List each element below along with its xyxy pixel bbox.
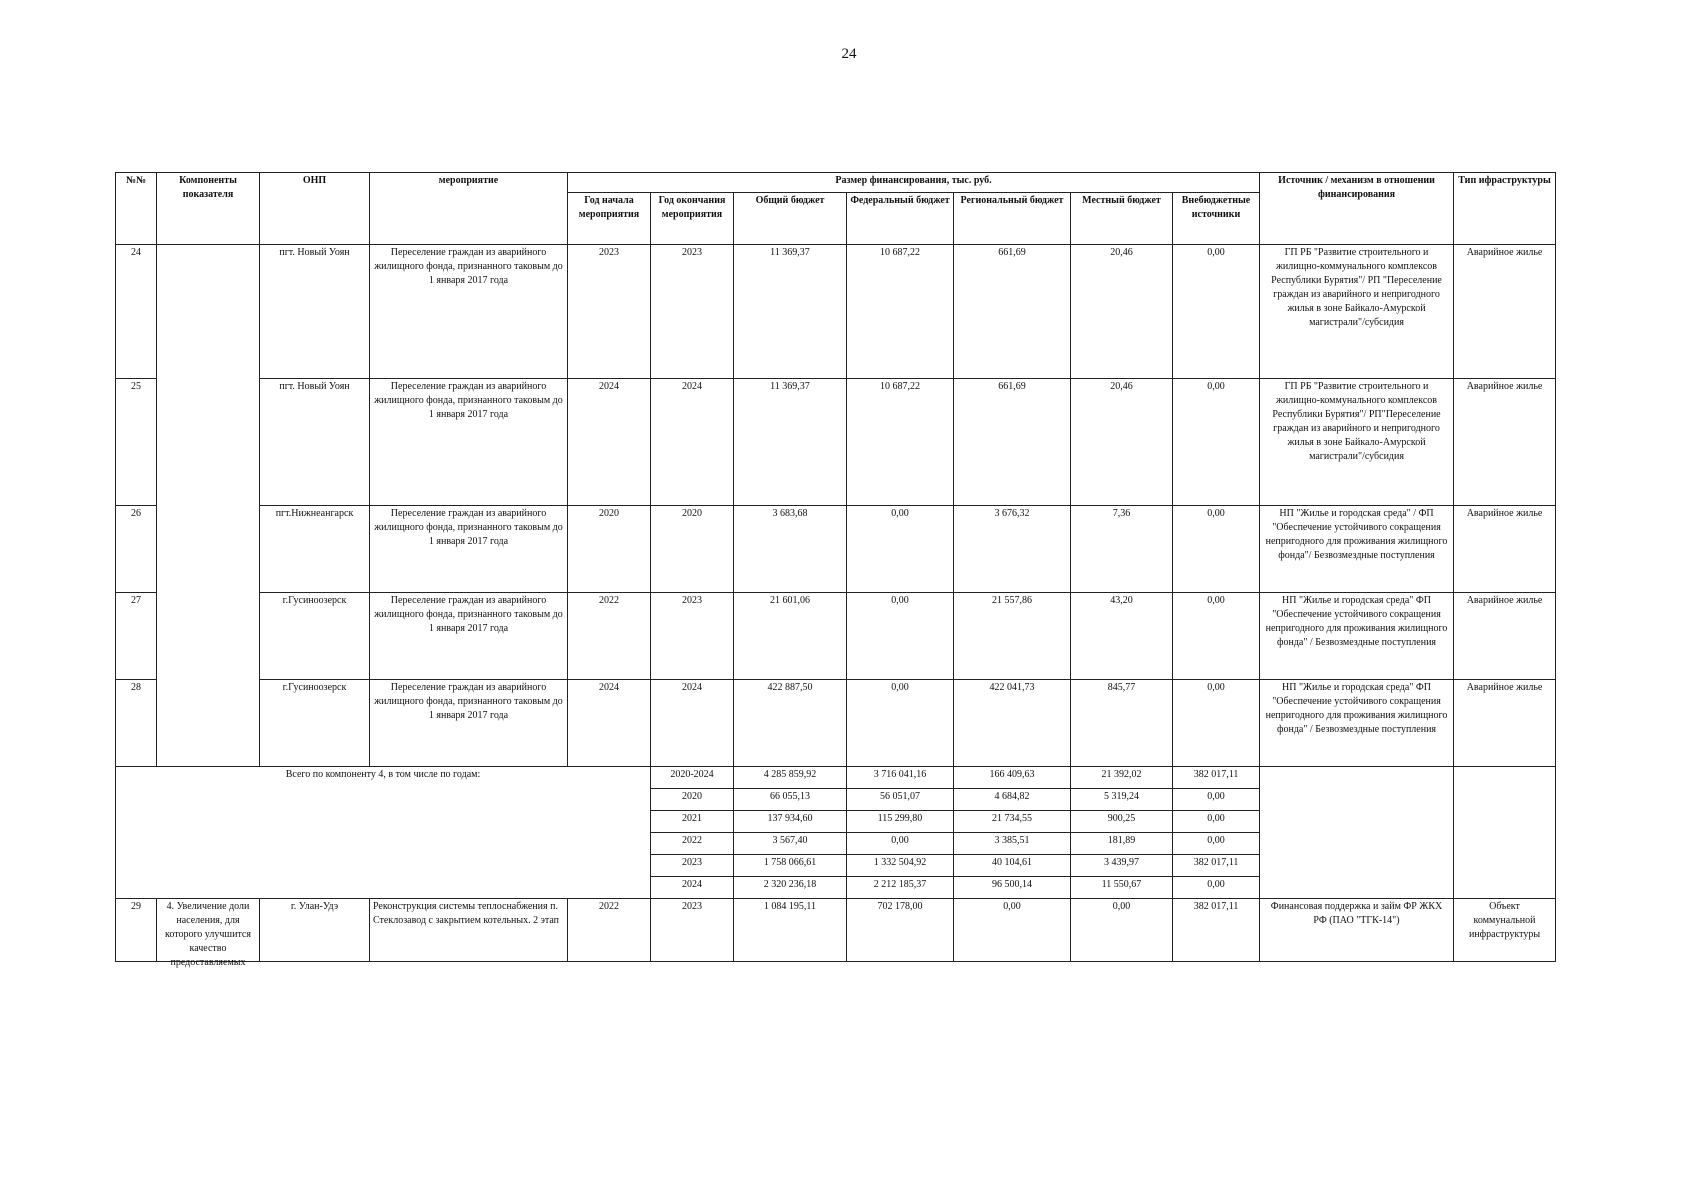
summary-source-empty <box>1260 767 1454 899</box>
start-year-cell: 2022 <box>568 593 651 680</box>
header-local: Местный бюджет <box>1071 193 1173 245</box>
summary-total: 4 285 859,92 <box>734 767 847 789</box>
summary-label: Всего по компоненту 4, в том числе по годам: <box>116 767 651 899</box>
summary-period: 2020-2024 <box>651 767 734 789</box>
infra-type-cell: Аварийное жилье <box>1454 506 1556 593</box>
summary-total: 137 934,60 <box>734 811 847 833</box>
summary-regional: 3 385,51 <box>954 833 1071 855</box>
federal-cell: 10 687,22 <box>847 245 954 379</box>
regional-cell: 422 041,73 <box>954 680 1071 767</box>
source-cell: ГП РБ "Развитие строительного и жилищно-коммунального комплексов Республики Бурятия"/ РП "Переселение граждан из аварийного и непригодного жилья в зоне Байкало-Амурской магистрали"/субсидия <box>1260 245 1454 379</box>
extra-cell: 0,00 <box>1173 593 1260 680</box>
summary-local: 3 439,97 <box>1071 855 1173 877</box>
header-infra-type: Тип ифраструктуры <box>1454 173 1556 245</box>
onp-cell: пгт. Новый Уоян <box>260 245 370 379</box>
header-regional: Региональный бюджет <box>954 193 1071 245</box>
header-total: Общий бюджет <box>734 193 847 245</box>
federal-cell: 702 178,00 <box>847 899 954 962</box>
total-cell: 422 887,50 <box>734 680 847 767</box>
end-year-cell: 2024 <box>651 379 734 506</box>
summary-regional: 40 104,61 <box>954 855 1071 877</box>
summary-regional: 166 409,63 <box>954 767 1071 789</box>
local-cell: 845,77 <box>1071 680 1173 767</box>
header-onp: ОНП <box>260 173 370 245</box>
summary-regional: 4 684,82 <box>954 789 1071 811</box>
extra-cell: 0,00 <box>1173 379 1260 506</box>
summary-federal: 56 051,07 <box>847 789 954 811</box>
header-source: Источник / механизм в отношении финансирования <box>1260 173 1454 245</box>
summary-extra: 0,00 <box>1173 811 1260 833</box>
component-cell-empty <box>157 245 260 767</box>
federal-cell: 0,00 <box>847 593 954 680</box>
summary-period: 2020 <box>651 789 734 811</box>
summary-type-empty <box>1454 767 1556 899</box>
summary-total: 2 320 236,18 <box>734 877 847 899</box>
infra-type-cell: Объект коммунальной инфраструктуры <box>1454 899 1556 962</box>
local-cell: 7,36 <box>1071 506 1173 593</box>
header-federal: Федеральный бюджет <box>847 193 954 245</box>
infra-type-cell: Аварийное жилье <box>1454 593 1556 680</box>
row-number: 28 <box>116 680 157 767</box>
summary-regional: 96 500,14 <box>954 877 1071 899</box>
summary-extra: 0,00 <box>1173 833 1260 855</box>
total-cell: 1 084 195,11 <box>734 899 847 962</box>
extra-cell: 382 017,11 <box>1173 899 1260 962</box>
summary-period: 2022 <box>651 833 734 855</box>
row-number: 27 <box>116 593 157 680</box>
local-cell: 43,20 <box>1071 593 1173 680</box>
summary-total: 1 758 066,61 <box>734 855 847 877</box>
summary-federal: 3 716 041,16 <box>847 767 954 789</box>
summary-extra: 382 017,11 <box>1173 767 1260 789</box>
summary-period: 2024 <box>651 877 734 899</box>
header-component: Компоненты показателя <box>157 173 260 245</box>
federal-cell: 0,00 <box>847 680 954 767</box>
row-number: 24 <box>116 245 157 379</box>
table-row <box>116 379 1556 506</box>
summary-federal: 0,00 <box>847 833 954 855</box>
summary-local: 5 319,24 <box>1071 789 1173 811</box>
summary-period: 2021 <box>651 811 734 833</box>
onp-cell: г.Гусиноозерск <box>260 593 370 680</box>
infra-type-cell: Аварийное жилье <box>1454 680 1556 767</box>
summary-local: 181,89 <box>1071 833 1173 855</box>
row-number: 29 <box>116 899 157 962</box>
regional-cell: 0,00 <box>954 899 1071 962</box>
header-funding-group: Размер финансирования, тыс. руб. <box>568 173 1260 193</box>
local-cell: 0,00 <box>1071 899 1173 962</box>
summary-period: 2023 <box>651 855 734 877</box>
header-end-year: Год окончания мероприятия <box>651 193 734 245</box>
table-row <box>116 245 1556 379</box>
page-number: 24 <box>841 46 857 62</box>
summary-local: 21 392,02 <box>1071 767 1173 789</box>
total-cell: 11 369,37 <box>734 379 847 506</box>
regional-cell: 661,69 <box>954 379 1071 506</box>
start-year-cell: 2023 <box>568 245 651 379</box>
source-cell: НП "Жилье и городская среда" ФП "Обеспечение устойчивого сокращения непригодного для проживания жилищного фонда" / Безвозмездные поступления <box>1260 680 1454 767</box>
financing-table <box>115 172 1556 968</box>
infra-type-cell: Аварийное жилье <box>1454 379 1556 506</box>
event-cell: Переселение граждан из аварийного жилищного фонда, признанного таковым до 1 января 2017 года <box>370 680 568 767</box>
start-year-cell: 2020 <box>568 506 651 593</box>
federal-cell: 10 687,22 <box>847 379 954 506</box>
event-cell: Переселение граждан из аварийного жилищного фонда, признанного таковым до 1 января 2017 года <box>370 593 568 680</box>
local-cell: 20,46 <box>1071 245 1173 379</box>
regional-cell: 3 676,32 <box>954 506 1071 593</box>
end-year-cell: 2023 <box>651 899 734 962</box>
summary-regional: 21 734,55 <box>954 811 1071 833</box>
event-cell: Реконструкция системы теплоснабжения п. Стеклозавод с закрытием котельных. 2 этап <box>370 899 568 962</box>
start-year-cell: 2024 <box>568 379 651 506</box>
onp-cell: г. Улан-Удэ <box>260 899 370 962</box>
summary-local: 11 550,67 <box>1071 877 1173 899</box>
summary-extra: 0,00 <box>1173 877 1260 899</box>
table-row <box>116 593 1556 680</box>
component-text: 4. Увеличение доли населения, для которого улучшится качество предоставляемых <box>165 901 251 968</box>
event-cell: Переселение граждан из аварийного жилищного фонда, признанного таковым до 1 января 2017 года <box>370 245 568 379</box>
total-cell: 3 683,68 <box>734 506 847 593</box>
source-cell: НП "Жилье и городская среда" ФП "Обеспечение устойчивого сокращения непригодного для проживания жилищного фонда" / Безвозмездные поступления <box>1260 593 1454 680</box>
table-row <box>116 506 1556 593</box>
table-row <box>116 899 1556 962</box>
end-year-cell: 2024 <box>651 680 734 767</box>
end-year-cell: 2023 <box>651 593 734 680</box>
source-cell: НП "Жилье и городская среда" / ФП "Обеспечение устойчивого сокращения непригодного для проживания жилищного фонда"/ Безвозмездные поступления <box>1260 506 1454 593</box>
header-no: №№ <box>116 173 157 245</box>
summary-extra: 0,00 <box>1173 789 1260 811</box>
regional-cell: 21 557,86 <box>954 593 1071 680</box>
header-extra: Внебюджетные источники <box>1173 193 1260 245</box>
event-cell: Переселение граждан из аварийного жилищного фонда, признанного таковым до 1 января 2017 года <box>370 506 568 593</box>
start-year-cell: 2022 <box>568 899 651 962</box>
summary-federal: 115 299,80 <box>847 811 954 833</box>
event-cell: Переселение граждан из аварийного жилищного фонда, признанного таковым до 1 января 2017 года <box>370 379 568 506</box>
row-number: 25 <box>116 379 157 506</box>
onp-cell: пгт.Нижнеангарск <box>260 506 370 593</box>
summary-federal: 2 212 185,37 <box>847 877 954 899</box>
federal-cell: 0,00 <box>847 506 954 593</box>
regional-cell: 661,69 <box>954 245 1071 379</box>
onp-cell: г.Гусиноозерск <box>260 680 370 767</box>
extra-cell: 0,00 <box>1173 506 1260 593</box>
end-year-cell: 2020 <box>651 506 734 593</box>
component-cell <box>157 899 260 968</box>
total-cell: 11 369,37 <box>734 245 847 379</box>
table-row <box>116 680 1556 767</box>
source-cell: ГП РБ "Развитие строительного и жилищно-коммунального комплексов Республики Бурятия"/ РП"Переселение граждан из аварийного и непригодного жилья в зоне Байкало-Амурской магистрали"/субсидия <box>1260 379 1454 506</box>
summary-total: 66 055,13 <box>734 789 847 811</box>
summary-row <box>116 767 1556 789</box>
start-year-cell: 2024 <box>568 680 651 767</box>
end-year-cell: 2023 <box>651 245 734 379</box>
summary-total: 3 567,40 <box>734 833 847 855</box>
row-number: 26 <box>116 506 157 593</box>
summary-extra: 382 017,11 <box>1173 855 1260 877</box>
infra-type-cell: Аварийное жилье <box>1454 245 1556 379</box>
header-row <box>116 173 1556 193</box>
total-cell: 21 601,06 <box>734 593 847 680</box>
summary-local: 900,25 <box>1071 811 1173 833</box>
onp-cell: пгт. Новый Уоян <box>260 379 370 506</box>
extra-cell: 0,00 <box>1173 245 1260 379</box>
summary-federal: 1 332 504,92 <box>847 855 954 877</box>
source-cell: Финансовая поддержка и займ ФР ЖКХ РФ (ПАО "ТГК-14") <box>1260 899 1454 962</box>
extra-cell: 0,00 <box>1173 680 1260 767</box>
local-cell: 20,46 <box>1071 379 1173 506</box>
header-start-year: Год начала мероприятия <box>568 193 651 245</box>
header-event: мероприятие <box>370 173 568 245</box>
